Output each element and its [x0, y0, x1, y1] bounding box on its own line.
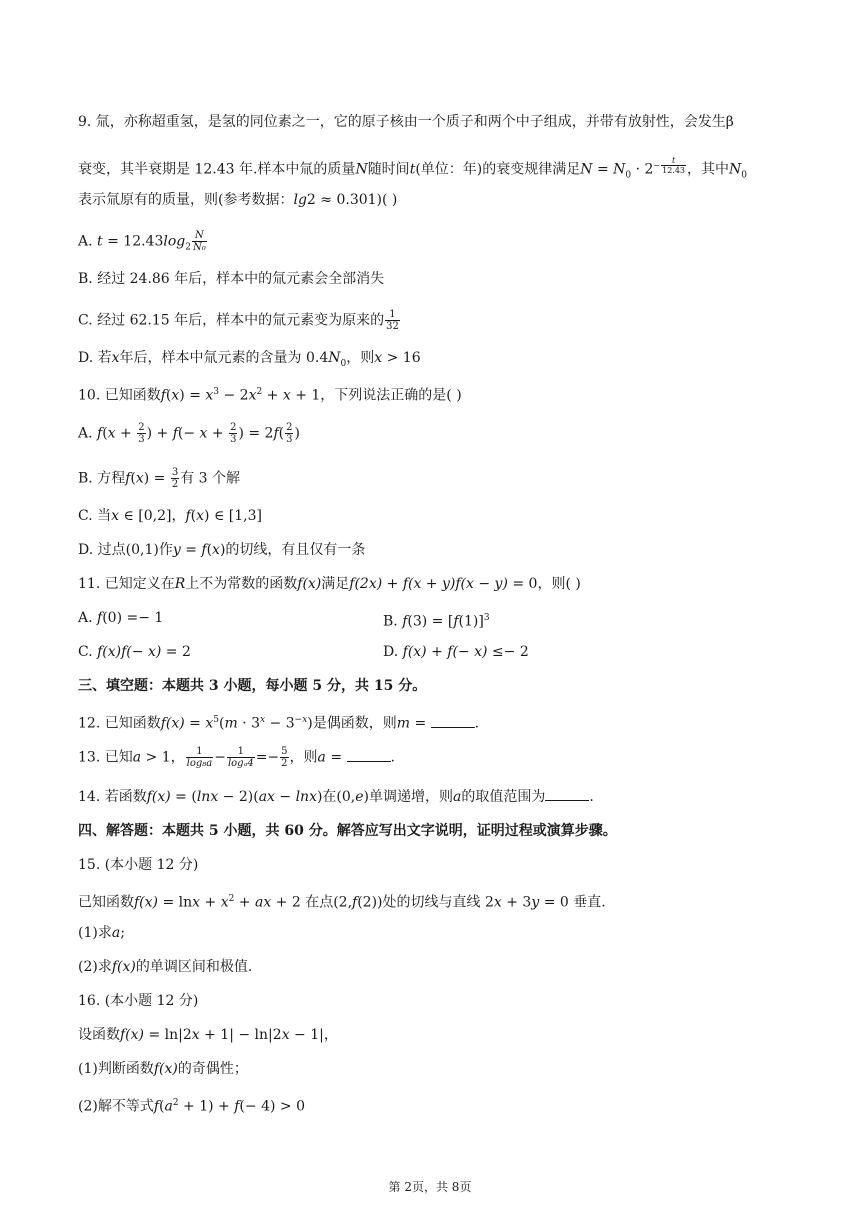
q16-part-2: (2)解不等式$f(a^2 + 1) + f(- 4) > 0$: [78, 1098, 305, 1115]
q9-line2: 衰变，其半衰期是 12.43 年.样本中氚的质量N随时间t(单位：年)的衰变规律满足$N = N_0 \cdot 2^{- \frac{t}{12.43}}$ ，其中$N_0$: [78, 156, 747, 181]
q14-answer-blank: [545, 788, 589, 801]
q11-option-b: B. $f(3) = [f(1)]^3$: [383, 613, 490, 630]
q13-answer-blank: [347, 749, 391, 762]
q16-heading: 16. (本小题 12 分): [78, 993, 199, 1009]
q9-option-c: C. 经过 62.15 年后，样本中的氚元素变为原来的 $\frac{1}{32}$: [78, 309, 399, 332]
q14: 14. 若函数f(x) = (lnx − 2)(ax − lnx)在(0,e)单调递增，则a的取值范围为 .: [78, 789, 594, 805]
q16-part-1: (1)判断函数f(x)的奇偶性；: [78, 1061, 248, 1077]
q11-options-ab: [78, 608, 778, 628]
q15-heading: 15. (本小题 12 分): [78, 857, 199, 873]
q11-option-c: C. f(x)f(− x) = 2: [78, 644, 191, 660]
q12-answer-blank: [431, 715, 475, 728]
q16-stem: 设函数f(x) = ln|2x + 1| − ln|2x − 1|，: [78, 1027, 338, 1043]
q9-option-a: A. $t = 12.43\log_2$ $\frac{N}{\text{N₀}}$: [78, 230, 206, 253]
q12: 12. 已知函数$f(x) = x^5(m \cdot 3^x - 3^{-x})$是偶函数，则m = .: [78, 715, 480, 732]
section-4-heading: 四、解答题：本题共 5 小题，共 60 分。解答应写出文字说明，证明过程或演算步骤。: [78, 823, 617, 839]
q9-line1: 9. 氚，亦称超重氢，是氢的同位素之一，它的原子核由一个质子和两个中子组成，并带有放射性，会发生β: [78, 114, 734, 130]
q15-part-2: (2)求f(x)的单调区间和极值.: [78, 959, 253, 975]
q10-stem: 10. 已知函数$f(x) = x^3 - 2x^2 + x + 1$，下列说法正确的是( ): [78, 387, 462, 404]
q10-option-a: A. f(x + $\frac{2}{3}$ ) + f(− x + $\frac{2}{3}$ ) = 2f( $\frac{2}{3}$ ): [78, 422, 300, 445]
q9-option-d: D. 若x年后，样本中氚元素的含量为 $0.4N_0$，则x > 16: [78, 350, 421, 369]
q9-line3: 表示氚原有的质量，则(参考数据：lg2 ≈ 0.301)( ): [78, 192, 398, 208]
section-3-heading: 三、填空题：本题共 3 小题，每小题 5 分，共 15 分。: [78, 678, 427, 694]
q13: 13. 已知a > 1， $\frac{1}{\text{log₈a}}$ − $\frac{1}{\text{logₐ4}}$ =− $\frac{5}{2}$ ，则a = .: [78, 746, 395, 769]
q15-stem: 已知函数$f(x) = \ln x + x^2$ + ax + 2 在点(2,f(2))处的切线与直线 2x + 3y = 0 垂直.: [78, 894, 606, 911]
q11-options-cd: [78, 642, 778, 662]
page-footer: 第 2页，共 8页: [388, 1180, 472, 1194]
q11-option-d: D. f(x) + f(− x) ≤− 2: [383, 644, 529, 660]
q10-option-b: B. 方程f(x) = $\frac{3}{2}$ 有 3 个解: [78, 467, 241, 490]
q9-option-b: B. 经过 24.86 年后，样本中的氚元素会全部消失: [78, 271, 385, 287]
q15-part-1: (1)求a;: [78, 925, 125, 941]
q10-option-d: D. 过点(0,1)作y = f(x)的切线，有且仅有一条: [78, 542, 366, 558]
q10-option-c: C. 当x ∈ [0,2]，f(x) ∈ [1,3]: [78, 508, 262, 524]
q11-option-a: A. f(0) =− 1: [78, 610, 164, 626]
q11-stem: 11. 已知定义在R上不为常数的函数f(x)满足f(2x) + f(x + y)f(x − y) = 0，则( ): [78, 576, 581, 592]
